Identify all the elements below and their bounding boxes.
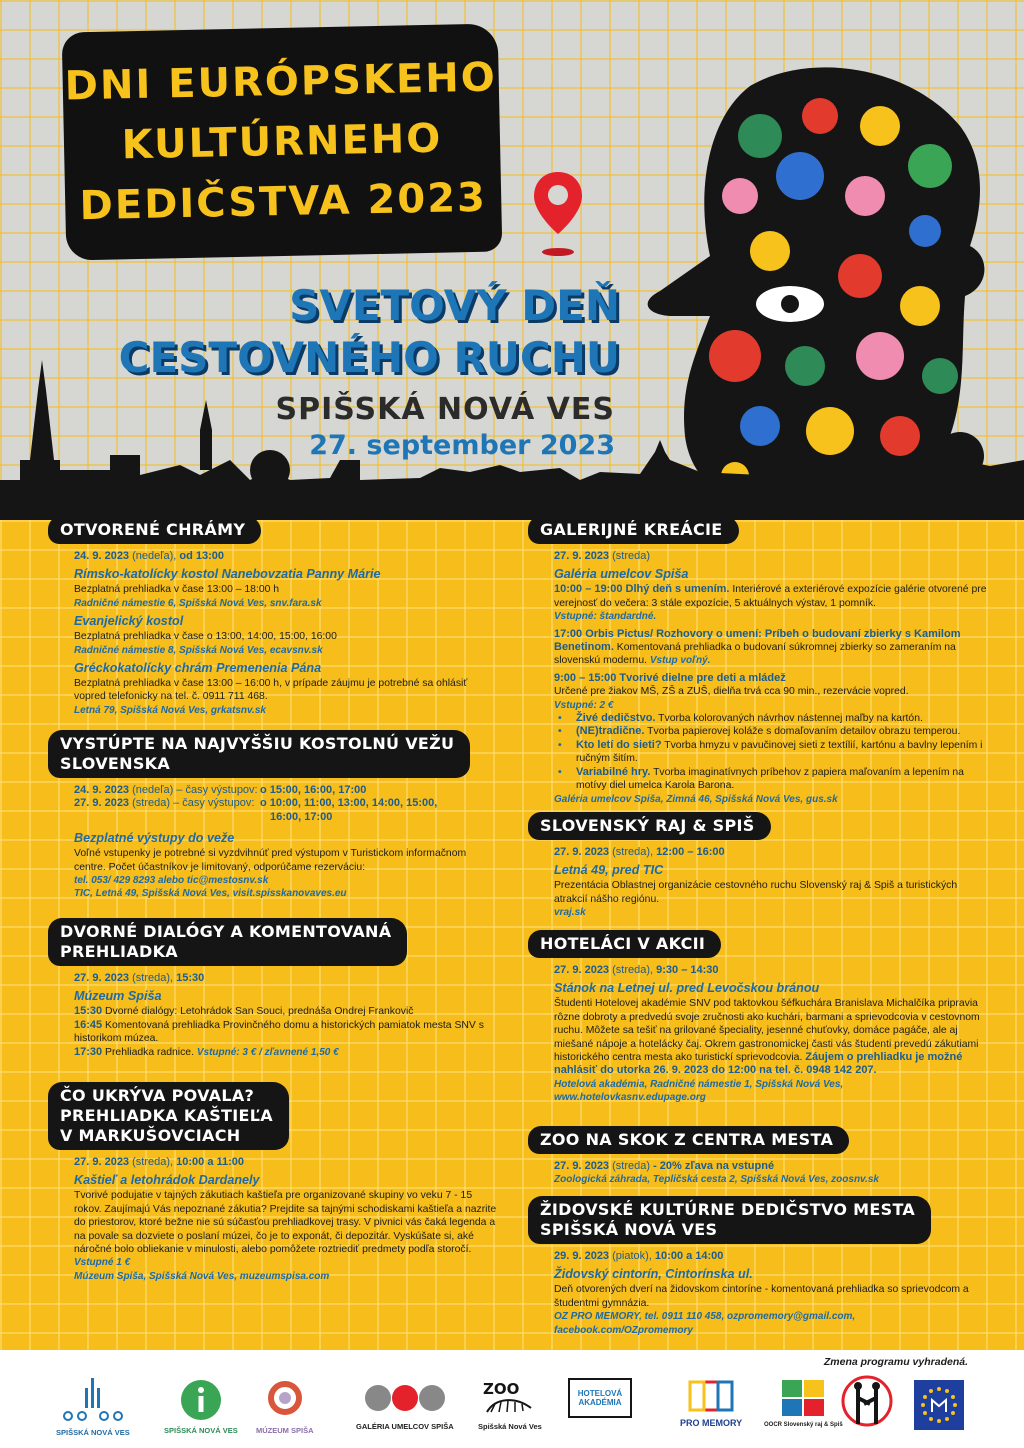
website: facebook.com/OZpromemory [554,1324,693,1336]
description: Určené pre žiakov MŠ, ZŠ a ZUŠ, dielňa trvá cca 90 min., rezervácie vopred. [554,686,909,698]
section-galerijne-kreacie [528,516,988,806]
program-item: 16:45 Komentovaná prehliadka Provinčného domu a historických pamiatok mesta SNV s historikom múzea. [74,1018,484,1045]
section-title: OTVORENÉ CHRÁMY [48,516,261,544]
logo-spisska-nova-ves: SPIŠSKÁ NOVÁ VES [56,1378,130,1437]
title-board [62,23,503,260]
address: Múzeum Spiša, Spišská Nová Ves, muzeumspisa.com [74,1270,330,1282]
tower-times-row: 27. 9. 2023 (streda) – časy výstupov: o 10:00, 11:00, 13:00, 14:00, 15:00, 16:00, 17:00 [74,797,438,823]
city-logo-icon [58,1378,128,1424]
program-item: 17:00 Orbis Pictus/ Rozhovory o umení: Príbeh o budovaní zbierky s Kamilom Benetinom. Komentovaná prehliadka o budovaní súkromnej zbierky so zameraním na slovenskú modernu. Vstup voľný. [554,627,961,667]
venue-title: Gréckokatolícky chrám Premenenia Pána [74,661,322,676]
venue-title: Kaštieľ a letohrádok Dardanely [74,1173,260,1188]
section-title: VYSTÚPTE NA NAJVYŠŠIU KOSTOLNÚ VEŽU SLOVENSKA [48,730,470,778]
location-pin-icon [530,168,586,258]
description: Bezplatná prehliadka v čase 13:00 – 16:00 h, v prípade záujmu je potrebné sa ohlásiť vopred telefonicky na tel. č. 0911 711 468. [74,678,468,703]
event-date-line: 29. 9. 2023 (piatok), 10:00 a 14:00 [554,1250,724,1262]
address: Hotelová akadémia, Radničné námestie 1, Spišská Nová Ves, [554,1078,844,1090]
event-date: 27. september 2023 [309,430,615,461]
section-title: DVORNÉ DIALÓGY A KOMENTOVANÁ PREHLIADKA [48,918,407,966]
program-item: 15:30 Dvorné dialógy: Letohrádok San Souci, prednáša Ondrej Frankovič [74,1005,414,1018]
description: Bezplatná prehliadka v čase o 13:00, 14:00, 15:00, 16:00 [74,631,337,643]
logo-muzeum-spisa: MÚZEUM SPIŠA [256,1378,314,1435]
price: Vstupné: 2 € [554,699,614,711]
address: TIC, Letná 49, Spišská Nová Ves, visit.spisskanovaves.eu [74,888,347,900]
eu-flag-icon [914,1380,964,1430]
address: Zoologická záhrada, Tepličská cesta 2, Spišská Nová Ves, zoosnv.sk [554,1174,879,1186]
board-line-2: KULTÚRNEHO [121,115,443,169]
program-time: 9:00 – 15:00 Tvorivé dielne pre deti a mládež [554,671,786,684]
description: Voľné vstupenky je potrebné si vyzdvihnúť pred výstupom v Turistickom informačnom centre. Počet účastníkov je limitovaný, odporúčame rezerváciu: [74,848,467,873]
description: Deň otvorených dverí na židovskom cintoríne - komentovaná prehliadka so sprievodcom a študentmi gymnázia. [554,1284,969,1309]
website: www.hotelovkasnv.edupage.org [554,1092,706,1104]
headline-line-1: SVETOVÝ DEŇ [289,281,620,330]
section-zidovske-dedicstvo [528,1196,988,1337]
footer-logos [0,1350,1024,1448]
section-title: ŽIDOVSKÉ KULTÚRNE DEDIČSTVO MESTA SPIŠSKÁ NOVÁ VES [528,1196,931,1244]
dancers-logo-icon [840,1374,894,1436]
logo-info-center: SPIŠSKÁ NOVÁ VES [164,1378,238,1435]
pro-memory-icon [686,1378,736,1414]
section-hotelaci [528,930,988,1105]
venue-title: Stánok na Letnej ul. pred Levočskou bránou [554,981,820,996]
section-povala [48,1082,498,1283]
venue-title: Bezplatné výstupy do veže [74,831,235,846]
description: Tvorivé podujatie v tajných zákutiach kaštieľa pre organizované skupiny vo veku 7 - 15 rokov. Zaujímajú Vás nepoznané zákutia? Prejdite sa tajnými schodiskami kaštieľa a nazrite do priestorov, ktoré bežne nie sú súčasťou prehliadkovej trasy. V pivnici vás čaká legenda a na povale sa dozviete o poslaní múzei, čo je to exponát, či depozitár. Vyskúšate si, aké náročné bolo obliekanie v minulosti, alebo pomôžete roztriediť predmety podľa storočí. Vstupné 1 € [74,1190,497,1269]
workshop-list [554,712,988,792]
program-change-note: Zmena programu vyhradená. [823,1356,968,1368]
venue-title: Letná 49, pred TIC [554,863,664,878]
section-title: SLOVENSKÝ RAJ & SPIŠ [528,812,771,840]
board-line-3: DEDIČSTVA 2023 [79,174,488,230]
address: vraj.sk [554,907,586,919]
hotel-academy-icon: HOTELOVÁ AKADÉMIA [568,1378,632,1418]
section-title: ČO UKRÝVA POVALA? PREHLIADKA KAŠTIEĽA V MARKUŠOVCIACH [48,1082,289,1150]
info-icon [179,1378,223,1422]
section-vystupte-na-vezu [48,730,498,901]
list-item: • (NE)tradične. Tvorba papierovej koláže s domaľovaním detailov obrazu temperou. [554,725,988,738]
museum-logo-icon [265,1378,305,1422]
logo-pro-memory: PRO MEMORY [680,1378,742,1428]
program-item: 10:00 – 19:00 Dlhý deň s umením. Interiérové a exteriérové expozície galérie otvorené pre verejnosť do večera: 3 stále expozície, 5 aktuálnych výstav, 1 pomník. [554,583,987,609]
address: Radničné námestie 8, Spišská Nová Ves, ecavsnv.sk [74,644,323,656]
city-skyline [0,360,1024,520]
list-item: • Kto letí do sieti? Tvorba hmyzu v pavučinovej sieti z textílií, kartónu a bavlny lepením i ručným šitím. [554,739,988,766]
section-zoo [528,1126,988,1187]
svg-text:ZOO: ZOO [482,1380,520,1398]
logo-galeria: GALÉRIA UMELCOV SPIŠA [356,1378,454,1431]
list-item: • Živé dedičstvo. Tvorba kolorovaných návrhov nástennej maľby na kartón. [554,712,988,725]
description: Bezplatná prehliadka v čase 13:00 – 18:00 h [74,584,280,596]
zoo-logo-icon [481,1378,539,1418]
event-date-line: 27. 9. 2023 (streda) - 20% zľava na vstupné [554,1160,775,1172]
address: Letná 79, Spišská Nová Ves, grkatsnv.sk [74,704,266,716]
venue-title: Židovský cintorín, Cintorínska ul. [554,1267,753,1282]
gallery-logo-icon [362,1378,448,1418]
address: OZ PRO MEMORY, tel. 0911 110 458, ozpromemory@gmail.com, [554,1311,856,1323]
oocr-logo-icon [780,1378,826,1418]
hero-banner [0,0,1024,520]
section-otvorene-chramy [48,516,498,717]
headline-line-2: CESTOVNÉHO RUCHU [118,333,620,382]
event-date-line: 27. 9. 2023 (streda), 10:00 a 11:00 [74,1156,245,1168]
event-date-line: 24. 9. 2023 (nedeľa), od 13:00 [74,550,224,562]
event-date-line: 27. 9. 2023 (streda), 9:30 – 14:30 [554,964,719,976]
section-title: HOTELÁCI V AKCII [528,930,721,958]
description: Prezentácia Oblastnej organizácie cestovného ruchu Slovenský raj & Spiš a turistických atrakcií nášho regiónu. [554,880,958,905]
section-dvorne-dialogy [48,918,498,1059]
program-content [0,520,1024,1350]
description: Študenti Hotelovej akadémie SNV pod taktovkou šéfkuchára Branislava Michalčíka pripravia rôzne dobroty a predvedú svoje zručnosti ako kuchári, barmani a sprievodcovia v cestovnom ruchu. Môžete sa tešiť na grilované špeciality, jesenné chuťovky, domáce pagáče, ale aj miešané nápoje a hotelácky čaj. Okrem gastronomickej časti vás študenti prevedú zákutiami historického centra mesta ako turistickí sprievodcovia. Záujem o prehliadku je možné nahlásiť do utorka 26. 9. 2023 do 12:00 na tel. č. 0948 142 207. [554,998,980,1077]
address: Galéria umelcov Spiša, Zimná 46, Spišská Nová Ves, gus.sk [554,793,838,805]
section-slovensky-raj [528,812,988,920]
logo-zoo: ZOO Spišská Nová Ves [478,1380,542,1431]
list-item: • Variabilné hry. Tvorba imaginatívnych príbehov z papiera maľovaním a lepením na motívy diel umelca Karola Barona. [554,766,988,793]
city-name: SPIŠSKÁ NOVÁ VES [275,392,615,427]
venue-title: Evanjelický kostol [74,614,184,629]
logo-hotelova-akademia [568,1378,632,1418]
board-line-1: DNI EURÓPSKEHO [64,54,498,110]
tower-times-row: 24. 9. 2023 (nedeľa) – časy výstupov: o 15:00, 16:00, 17:00 [74,784,367,796]
contact: tel. 053/ 429 8293 alebo tic@mestosnv.sk [74,875,269,887]
event-date-line: 27. 9. 2023 (streda), 12:00 – 16:00 [554,846,725,858]
program-item: 17:30 Prehliadka radnice. Vstupné: 3 € / zľavnené 1,50 € [74,1045,339,1058]
event-date-line: 27. 9. 2023 (streda), 15:30 [74,972,205,984]
logo-oocr: OOCR Slovenský raj & Spiš [764,1378,843,1428]
section-title: GALERIJNÉ KREÁCIE [528,516,739,544]
venue-title: Galéria umelcov Spiša [554,567,689,582]
address: Radničné námestie 6, Spišská Nová Ves, snv.fara.sk [74,597,322,609]
section-title: ZOO NA SKOK Z CENTRA MESTA [528,1126,849,1154]
venue-title: Múzeum Spiša [74,989,162,1004]
event-date-line: 27. 9. 2023 (streda) [554,550,651,562]
venue-title: Rímsko-katolícky kostol Nanebovzatia Panny Márie [74,567,381,582]
price: Vstupné: štandardné. [554,611,657,623]
